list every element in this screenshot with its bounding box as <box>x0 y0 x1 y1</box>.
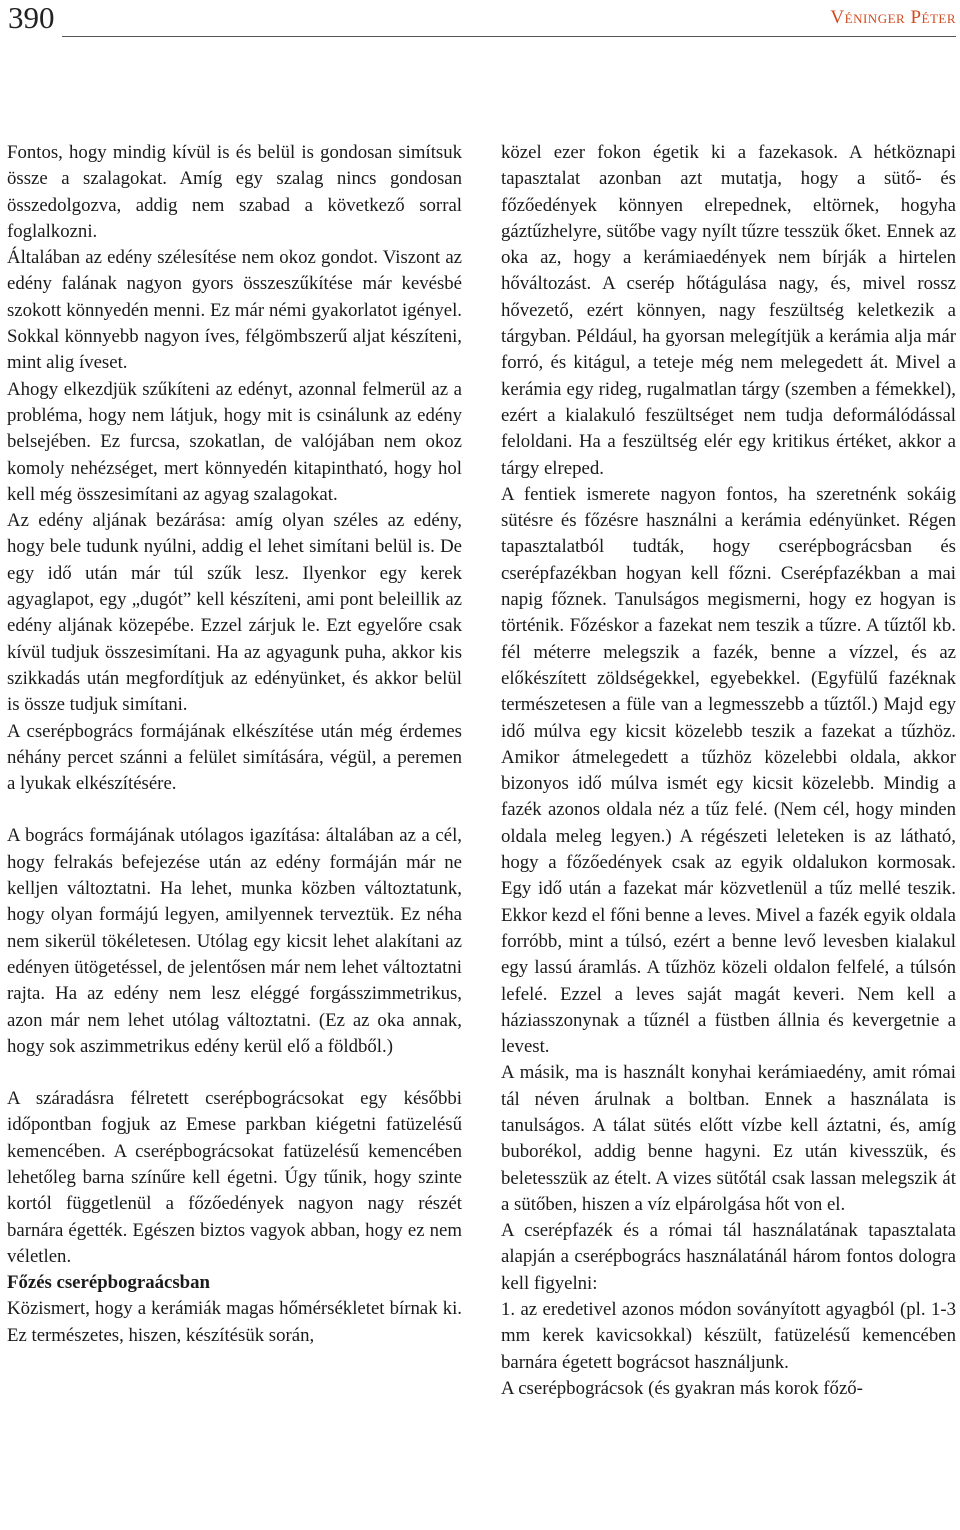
right-column <box>501 140 956 1402</box>
left-paragraph-7: A száradásra félretett cserépbográcsokat egy későbbi időpontban fogjuk az Emese parkban kiégetni fatüzelésű kemencében. A cserépbográcsokat fatüzelésű kemencében lehetőleg barna színűre kell égetni. Úgy tűnik, hogy szinte kortól függetlenül a főzőedények nagyon nagy részét barnára égették. Egészen biztos vagyok abban, hogy ez nem véletlen. <box>7 1088 462 1267</box>
section-heading: Főzés cserépbograácsban <box>7 1272 210 1294</box>
left-paragraph-5: A cserépbogrács formájának elkészítése után még érdemes néhány percet szánni a felület simítására, végül, a peremen a lyukak elkészítésére. <box>7 720 462 795</box>
page-header <box>0 0 960 40</box>
left-paragraph-6: A bogrács formájának utólagos igazítása: általában az a cél, hogy felrakás befejezése után az edény formáján már ne kelljen változtatni. Ha lehet, munka közben változtatunk, hogy olyan formájú legyen, amilyennek terveztük. Ez néha nem sikerül tökéletesen. Utólag egy kicsit lehet alakítani az edényen ütögetéssel, de jelentősen már nem lehet változtatni rajta. Ha az edény nem lesz eléggé forgásszimmetrikus, azon már nem lehet utólag változtatni. (Ez az oka annak, hogy sok aszimmetrikus edény kerül elő a földből.) <box>7 825 462 1057</box>
left-paragraph-3: Ahogy elkezdjük szűkíteni az edényt, azonnal felmerül az a probléma, hogy nem látjuk, hogy mit is csinálunk az edény belsejében. Ez furcsa, szokatlan, de valójában nem okoz komoly nehézséget, mert könnyedén kitapintható, hogy hol kell még összesimítani az agyag szalagokat. <box>7 378 462 505</box>
right-paragraph-1: közel ezer fokon égetik ki a fazekasok. A hétköznapi tapasztalat azonban azt mutatja, hogy a sütő- és főzőedények könnyen elrepednek, eltörnek, hogyha gáztűzhelyre, sütőbe vagy nyílt tűzre tesszük őket. Ennek az oka az, hogy a kerámiaedények nem bírják a hirtelen hőváltozást. A cserép hőtágulása nagy, és, mivel rossz hővezető, ezért könnyen, nagy feszültség keletkezik a tárgyban. Például, ha gyorsan melegítjük a kerámia alja már forró, és kitágul, a teteje még nem melegedett át. Mivel a kerámia egy rideg, rugalmatlan tárgy (szemben a fémekkel), ezért a kialakuló feszültséget nem tudja deformálódással feloldani. Ha a feszültség elér egy kritikus értéket, akkor a tárgy elreped. <box>501 142 956 479</box>
right-paragraph-2: A fentiek ismerete nagyon fontos, ha szeretnénk sokáig sütésre és főzésre használni a kerámia edényünket. Régen tapasztalatból tudták, hogy cserépbográcsban és cserépfazékban hogyan kell főzni. Cserépfazékban a mai napig főznek. Tanulságos megismerni, hogy ez hogyan is történik. Főzéskor a fazekat nem teszik a tűzre. A tűztől kb. fél méterre melegszik a fazék, benne a vízzel, és az előkészített zöldségekkel, egyebekkel. (Egyfülű fazéknak természetesen a füle van a legmesszebb a tűztől.) Majd egy idő múlva egy kicsit közelebb teszik a fazekat a tűzhöz. Amikor átmelegedett a tűzhöz közelebbi oldala, akkor bizonyos idő múlva ismét egy kicsit közelebb. Mindig a fazék azonos oldala néz a tűz felé. (Nem cél, hogy minden oldala meleg legyen.) A régészeti leleteken is az látható, hogy a főzőedények csak az egyik oldalukon kormosak. Egy idő után a fazekat már közvetlenül a tűz mellé teszik. Ekkor kezd el főni benne a leves. Mivel a fazék egyik oldala forróbb, mint a túlsó, ezért a benne levő levesben kialakul egy lassú áramlás. A tűzhöz közeli oldalon felfelé, a túlsón lefelé. Ezzel a leves saját magát keveri. Nem kell a háziasszonynak a tűznél a füstben állnia és kevergetnie a levest. <box>501 483 956 1058</box>
right-paragraph-3: A másik, ma is használt konyhai kerámiaedény, amit római tál néven árulnak a boltban. Ennek a használata is tanulságos. A tálat sütés előtt vízbe kell áztatni, és, amíg buborékol, addig benne hagyni. Ez után kivesszük, és beletesszük az ételt. A vizes sütőtál csak lassan melegszik át a sütőben, hiszen a víz elpárolgása hőt von el. <box>501 1062 956 1215</box>
left-paragraph-8: Közismert, hogy a kerámiák magas hőmérsékletet bírnak ki. Ez természetes, hiszen, készítésük során, <box>7 1298 462 1346</box>
right-paragraph-5: A cserépbográcsok (és gyakran más korok főző- <box>501 1377 863 1399</box>
page-number: 390 <box>8 0 55 35</box>
running-head-author: Véninger Péter <box>830 7 956 28</box>
left-paragraph-2: Általában az edény szélesítése nem okoz gondot. Viszont az edény falának nagyon gyors összeszűkítése már kevésbé szokott könnyedén menni. Ez már némi gyakorlatot igényel. Sokkal könnyebb nagyon íves, félgömbszerű aljat készíteni, mint alig íveset. <box>7 247 462 374</box>
left-column <box>7 140 462 1349</box>
left-paragraph-4: Az edény aljának bezárása: amíg olyan széles az edény, hogy bele tudunk nyúlni, addig el lehet simítani belül is. De egy idő után már túl szűk lesz. Ilyenkor egy kerek agyaglapot, egy „dugót” kell készíteni, ami pont beleillik az edény aljának közepébe. Ezzel zárjuk le. Ezt egyelőre csak kívül tudjuk összesimítani. Ha az agyagunk puha, akkor kis szikkadás után megfordítjuk az edényünket, és akkor belül is össze tudjuk simítani. <box>7 510 462 716</box>
left-paragraph-1: Fontos, hogy mindig kívül is és belül is gondosan simítsuk össze a szalagokat. Amíg egy szalag nincs gondosan összedolgozva, addig nem szabad a következő sorral foglalkozni. <box>7 142 462 242</box>
list-item-1: 1. az eredetivel azonos módon soványított agyagból (pl. 1-3 mm kerek kavicsokkal) készült, fatüzelésű kemencében barnára égetett bográcsot használjunk. <box>501 1299 956 1373</box>
header-rule <box>62 36 956 37</box>
right-paragraph-4: A cserépfazék és a római tál használatának tapasztalata alapján a cserépbogrács használatánál három fontos dologra kell figyelni: <box>501 1220 956 1294</box>
